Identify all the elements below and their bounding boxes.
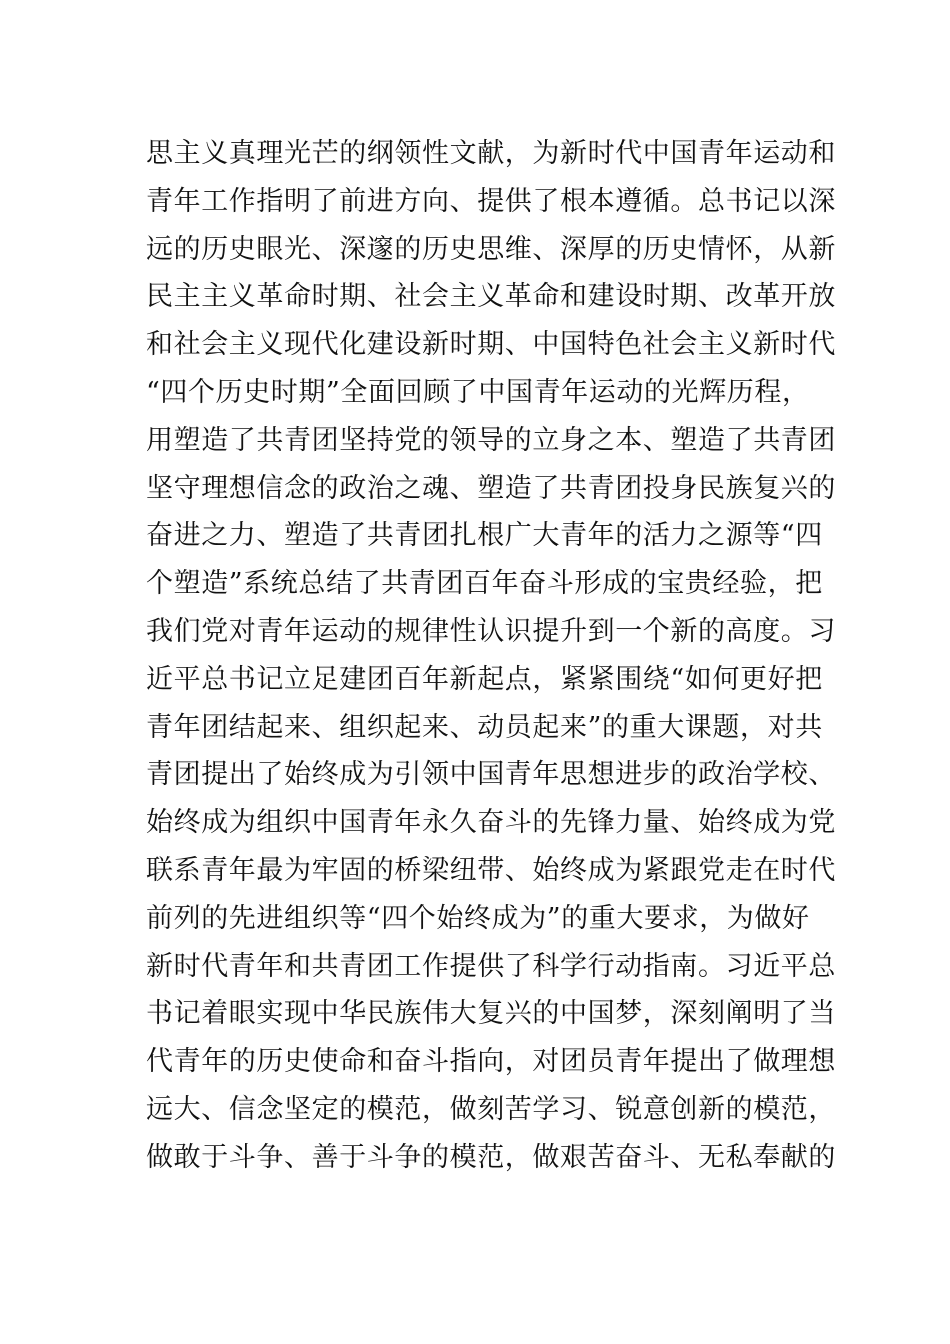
text-line: 做敢于斗争、善于斗争的模范，做艰苦奋斗、无私奉献的 — [146, 1141, 836, 1173]
text-line: 代青年的历史使命和奋斗指向，对团员青年提出了做理想 — [146, 1046, 836, 1078]
text-line: 联系青年最为牢固的桥梁纽带、始终成为紧跟党走在时代 — [146, 854, 836, 886]
text-line: 思主义真理光芒的纲领性文献，为新时代中国青年运动和 — [146, 138, 836, 169]
text-line: 民主主义革命时期、社会主义革命和建设时期、改革开放 — [146, 281, 836, 313]
text-line: 用塑造了共青团坚持党的领导的立身之本、塑造了共青团 — [146, 424, 836, 456]
text-line: “四个历史时期”全面回顾了中国青年运动的光辉历程， — [146, 376, 810, 408]
text-line: 近平总书记立足建团百年新起点，紧紧围绕“如何更好把 — [146, 663, 823, 695]
text-line: 青年团结起来、组织起来、动员起来”的重大课题，对共 — [146, 711, 823, 743]
text-line: 青团提出了始终成为引领中国青年思想进步的政治学校、 — [146, 759, 836, 791]
text-line: 书记着眼实现中华民族伟大复兴的中国梦，深刻阐明了当 — [146, 998, 836, 1030]
text-line: 前列的先进组织等“四个始终成为”的重大要求，为做好 — [146, 902, 810, 934]
body-text — [146, 130, 846, 1182]
text-line: 坚守理想信念的政治之魂、塑造了共青团投身民族复兴的 — [146, 472, 836, 504]
text-line: 青年工作指明了前进方向、提供了根本遵循。总书记以深 — [146, 185, 836, 217]
text-line: 奋进之力、塑造了共青团扎根广大青年的活力之源等“四 — [146, 520, 823, 552]
text-line: 新时代青年和共青团工作提供了科学行动指南。习近平总 — [146, 950, 836, 982]
text-line: 个塑造”系统总结了共青团百年奋斗形成的宝贵经验，把 — [146, 568, 823, 600]
text-line: 始终成为组织中国青年永久奋斗的先锋力量、始终成为党 — [146, 807, 836, 839]
text-line: 远大、信念坚定的模范，做刻苦学习、锐意创新的模范， — [146, 1093, 836, 1125]
text-line: 远的历史眼光、深邃的历史思维、深厚的历史情怀，从新 — [146, 233, 836, 265]
text-line: 和社会主义现代化建设新时期、中国特色社会主义新时代 — [146, 329, 836, 361]
text-line: 我们党对青年运动的规律性认识提升到一个新的高度。习 — [146, 615, 836, 647]
